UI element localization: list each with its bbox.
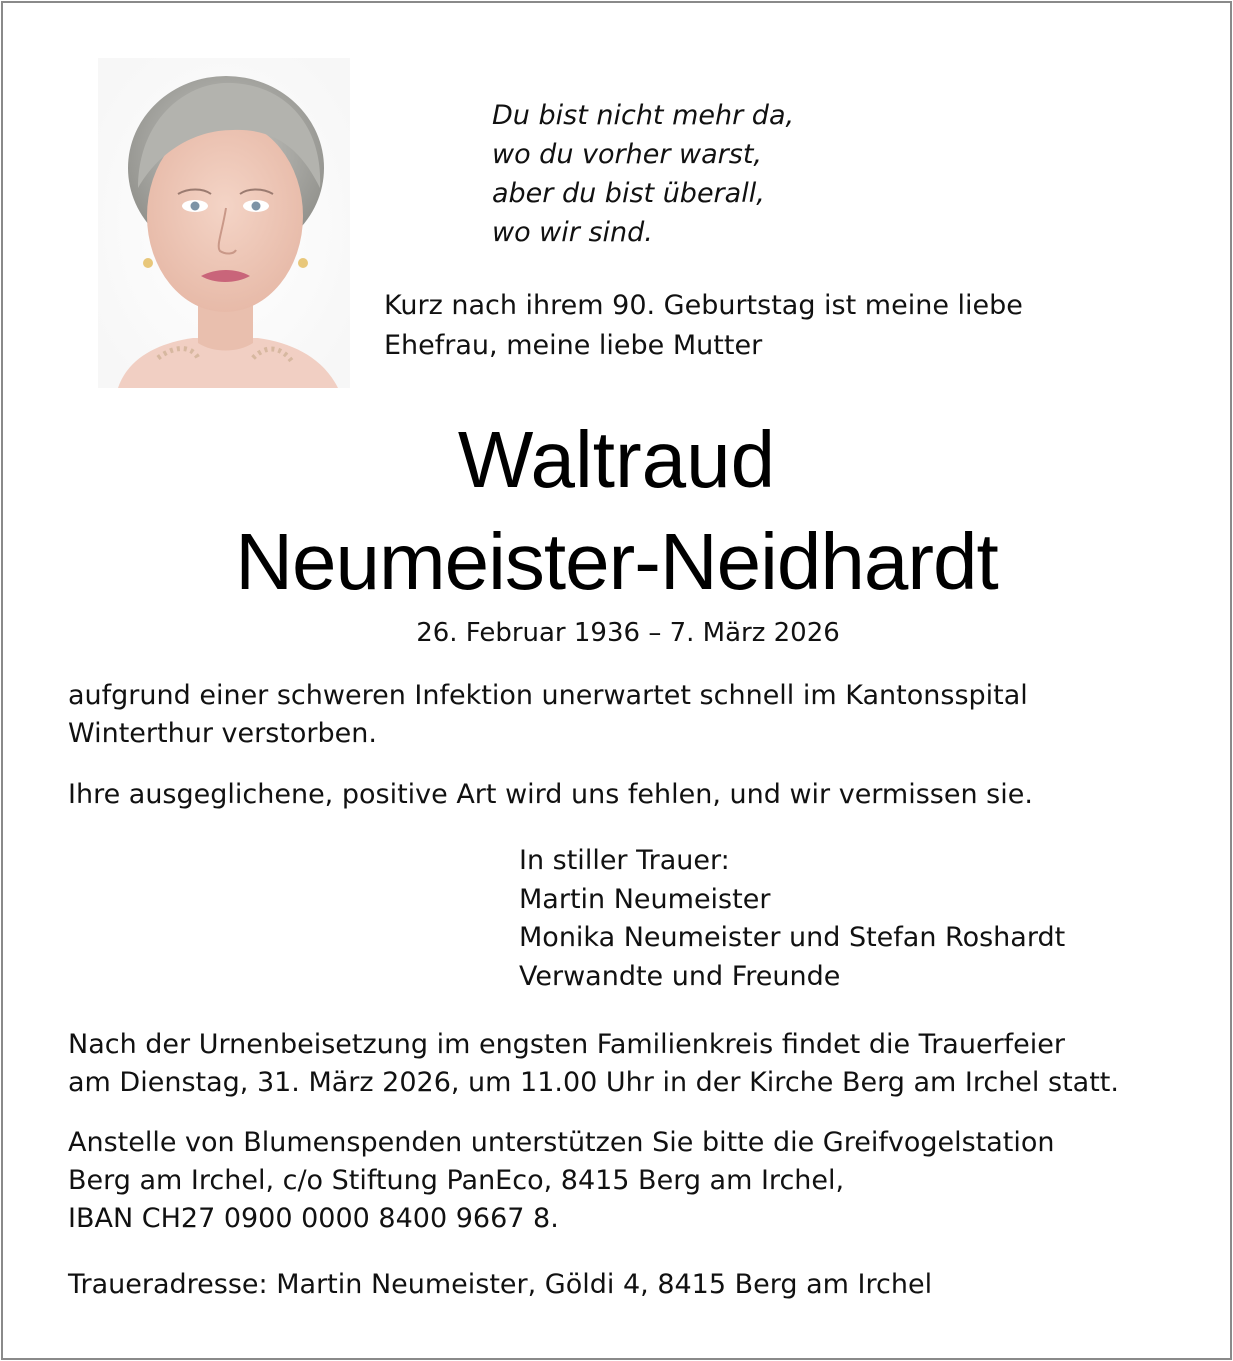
mourner-name: Verwandte und Freunde: [519, 960, 841, 992]
paragraph-line: Winterthur verstorben.: [68, 718, 377, 749]
life-dates: 26. Februar 1936 – 7. März 2026: [416, 618, 840, 648]
poem-line: aber du bist überall,: [492, 178, 765, 209]
poem-line: wo du vorher warst,: [492, 139, 762, 170]
remembrance-paragraph: Ihre ausgeglichene, positive Art wird uns fehlen, und wir vermissen sie.: [68, 779, 1033, 810]
intro-text: [384, 286, 1023, 366]
deceased-last-name: Neumeister-Neidhardt: [235, 517, 998, 606]
paragraph-line: am Dienstag, 31. März 2026, um 11.00 Uhr in der Kirche Berg am Irchel statt.: [68, 1067, 1119, 1098]
donation-paragraph: [68, 1124, 1055, 1238]
portrait-photo: [98, 58, 350, 388]
deceased-first-name: Waltraud: [457, 415, 776, 504]
poem-line: Du bist nicht mehr da,: [492, 100, 795, 131]
poem: [492, 96, 794, 252]
paragraph-line: Nach der Urnenbeisetzung im engsten Familienkreis findet die Trauerfeier: [68, 1029, 1066, 1060]
mourning-address: Traueradresse: Martin Neumeister, Göldi 4, 8415 Berg am Irchel: [68, 1269, 933, 1300]
paragraph-line: aufgrund einer schweren Infektion unerwartet schnell im Kantonsspital: [68, 680, 1028, 711]
mourner-name: Monika Neumeister und Stefan Roshardt: [519, 922, 1066, 953]
intro-line: Kurz nach ihrem 90. Geburtstag ist meine liebe: [384, 290, 1023, 321]
paragraph-line: Anstelle von Blumenspenden unterstützen Sie bitte die Greifvogelstation: [68, 1127, 1055, 1158]
mourners-block: [519, 842, 1065, 996]
death-notice-paragraph: [68, 677, 1028, 753]
poem-line: wo wir sind.: [492, 217, 653, 248]
intro-line: Ehefrau, meine liebe Mutter: [384, 330, 763, 361]
paragraph-line: Berg am Irchel, c/o Stiftung PanEco, 8415 Berg am Irchel,: [68, 1165, 845, 1196]
mourners-heading: In stiller Trauer:: [519, 845, 730, 876]
paragraph-line: IBAN CH27 0900 0000 8400 9667 8.: [68, 1203, 559, 1234]
mourner-name: Martin Neumeister: [519, 883, 771, 915]
ceremony-paragraph: [68, 1026, 1119, 1102]
